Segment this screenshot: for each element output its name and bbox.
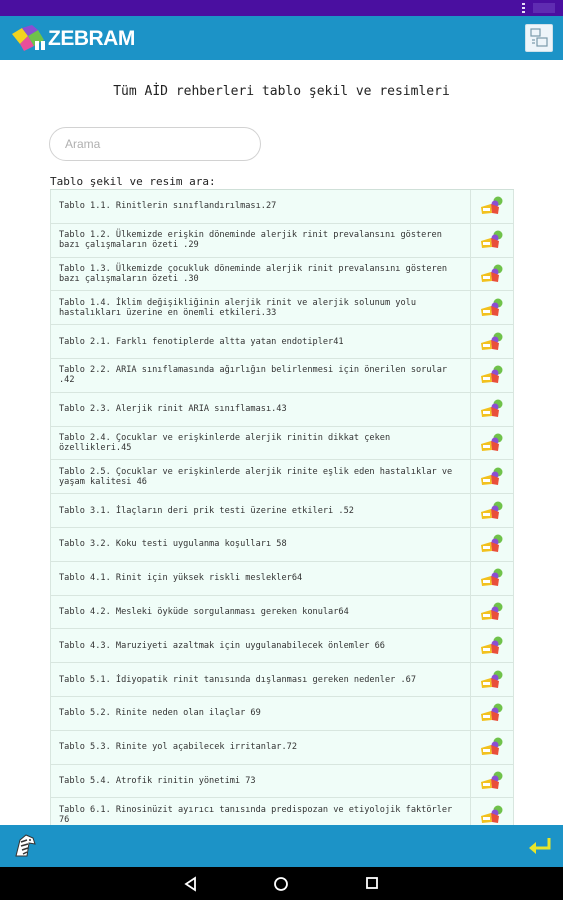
- image-gallery-icon: [479, 195, 505, 217]
- open-image-button[interactable]: [471, 359, 513, 392]
- table-row[interactable]: [50, 765, 514, 799]
- open-image-button[interactable]: [471, 494, 513, 527]
- return-arrow-icon: [527, 834, 553, 858]
- list-label: Tablo şekil ve resim ara:: [50, 175, 216, 188]
- image-gallery-icon: [479, 669, 505, 691]
- open-image-button[interactable]: [471, 258, 513, 291]
- zebra-home-button[interactable]: [11, 832, 39, 860]
- open-image-button[interactable]: [471, 765, 513, 798]
- nav-recent-button[interactable]: [365, 876, 379, 895]
- image-gallery-icon: [479, 297, 505, 319]
- app-logo[interactable]: [10, 24, 135, 54]
- table-row[interactable]: [50, 731, 514, 765]
- table-row-label: Tablo 2.1. Farklı fenotiplerde altta yatan endotipler41: [51, 325, 471, 358]
- zebra-icon: [11, 832, 39, 860]
- image-gallery-icon: [479, 533, 505, 555]
- image-gallery-icon: [479, 770, 505, 792]
- open-image-button[interactable]: [471, 190, 513, 223]
- table-row-label: Tablo 2.3. Alerjik rinit ARIA sınıflaması.43: [51, 393, 471, 426]
- table-row-label: Tablo 1.2. Ülkemizde erişkin döneminde alerjik rinit prevalansını gösteren bazı çalışmaların özeti .29: [51, 224, 471, 257]
- triangle-back-icon: [184, 876, 198, 892]
- table-row-label: Tablo 6.1. Rinosinüzit ayırıcı tanısında predispozan ve etiyolojik faktörler 76: [51, 798, 471, 825]
- circle-home-icon: [273, 876, 289, 892]
- open-image-button[interactable]: [471, 596, 513, 629]
- table-row-label: Tablo 3.1. İlaçların deri prik testi üzerine etkileri .52: [51, 494, 471, 527]
- table-row-label: Tablo 5.3. Rinite yol açabilecek irritanlar.72: [51, 731, 471, 764]
- table-row-label: Tablo 3.2. Koku testi uygulanma koşulları 58: [51, 528, 471, 561]
- open-image-button[interactable]: [471, 798, 513, 825]
- table-row-label: Tablo 4.3. Maruziyeti azaltmak için uygulanabilecek önlemler 66: [51, 629, 471, 662]
- table-row-label: Tablo 1.3. Ülkemizde çocukluk döneminde alerjik rinit prevalansını gösteren bazı çalışmaların özeti .30: [51, 258, 471, 291]
- table-row[interactable]: [50, 562, 514, 596]
- system-nav-bar: [0, 867, 563, 900]
- nav-back-button[interactable]: [184, 876, 198, 897]
- open-image-button[interactable]: [471, 697, 513, 730]
- image-gallery-icon: [479, 432, 505, 454]
- image-gallery-icon: [479, 635, 505, 657]
- image-gallery-icon: [479, 263, 505, 285]
- nav-home-button[interactable]: [273, 876, 289, 897]
- page-title: Tüm AİD rehberleri tablo şekil ve resimleri: [113, 84, 450, 99]
- zebra-logo-icon: [10, 24, 50, 54]
- image-gallery-icon: [479, 702, 505, 724]
- table-row-label: Tablo 5.2. Rinite neden olan ilaçlar 69: [51, 697, 471, 730]
- image-gallery-icon: [479, 736, 505, 758]
- table-row[interactable]: [50, 596, 514, 630]
- table-row[interactable]: [50, 190, 514, 224]
- open-image-button[interactable]: [471, 393, 513, 426]
- table-row[interactable]: [50, 528, 514, 562]
- image-gallery-icon: [479, 567, 505, 589]
- table-row-label: Tablo 5.1. İdiyopatik rinit tanısında dışlanması gereken nedenler .67: [51, 663, 471, 696]
- square-recent-icon: [365, 876, 379, 890]
- table-row-label: Tablo 2.5. Çocuklar ve erişkinlerde alerjik rinite eşlik eden hastalıklar ve yaşam kalitesi 46: [51, 460, 471, 493]
- table-row[interactable]: [50, 325, 514, 359]
- table-row-label: Tablo 2.4. Çocuklar ve erişkinlerde alerjik rinitin dikkat çeken özellikleri.45: [51, 427, 471, 460]
- table-row[interactable]: [50, 393, 514, 427]
- return-button[interactable]: [527, 834, 553, 858]
- table-row-label: Tablo 1.1. Rinitlerin sınıflandırılması.27: [51, 190, 471, 223]
- open-image-button[interactable]: [471, 427, 513, 460]
- table-row-label: Tablo 4.2. Mesleki öyküde sorgulanması gereken konular64: [51, 596, 471, 629]
- table-row[interactable]: [50, 663, 514, 697]
- open-image-button[interactable]: [471, 224, 513, 257]
- table-row[interactable]: [50, 224, 514, 258]
- open-image-button[interactable]: [471, 663, 513, 696]
- image-gallery-icon: [479, 601, 505, 623]
- table-row-label: Tablo 1.4. İklim değişikliğinin alerjik rinit ve alerjik solunum yolu hastalıkları üzerine en önemli etkileri.33: [51, 291, 471, 324]
- open-image-button[interactable]: [471, 629, 513, 662]
- table-row[interactable]: [50, 291, 514, 325]
- image-gallery-icon: [479, 500, 505, 522]
- image-gallery-icon: [479, 804, 505, 825]
- open-image-button[interactable]: [471, 528, 513, 561]
- bottom-bar: [0, 825, 563, 867]
- table-row-label: Tablo 2.2. ARIA sınıflamasında ağırlığın belirlenmesi için önerilen sorular .42: [51, 359, 471, 392]
- open-image-button[interactable]: [471, 731, 513, 764]
- table-row[interactable]: [50, 494, 514, 528]
- image-gallery-icon: [479, 229, 505, 251]
- search-input[interactable]: [49, 127, 261, 161]
- status-indicator: [533, 3, 555, 13]
- table-row[interactable]: [50, 359, 514, 393]
- table-row-label: Tablo 4.1. Rinit için yüksek riskli meslekler64: [51, 562, 471, 595]
- open-image-button[interactable]: [471, 325, 513, 358]
- status-bar: [0, 0, 563, 16]
- overflow-dots-icon: [522, 3, 525, 13]
- logo-text: ZEBRAM: [48, 27, 135, 50]
- table-row-label: Tablo 5.4. Atrofik rinitin yönetimi 73: [51, 765, 471, 798]
- image-gallery-icon: [479, 398, 505, 420]
- tables-list: [50, 189, 514, 825]
- image-gallery-icon: [479, 331, 505, 353]
- app-bar: [0, 16, 563, 60]
- open-image-button[interactable]: [471, 562, 513, 595]
- table-row[interactable]: [50, 629, 514, 663]
- open-image-button[interactable]: [471, 291, 513, 324]
- image-gallery-icon: [479, 466, 505, 488]
- layout-menu-button[interactable]: [525, 24, 553, 52]
- table-row[interactable]: [50, 798, 514, 825]
- image-gallery-icon: [479, 364, 505, 386]
- table-row[interactable]: [50, 427, 514, 461]
- open-image-button[interactable]: [471, 460, 513, 493]
- table-row[interactable]: [50, 460, 514, 494]
- window-layout-icon: [526, 25, 552, 51]
- table-row[interactable]: [50, 258, 514, 292]
- table-row[interactable]: [50, 697, 514, 731]
